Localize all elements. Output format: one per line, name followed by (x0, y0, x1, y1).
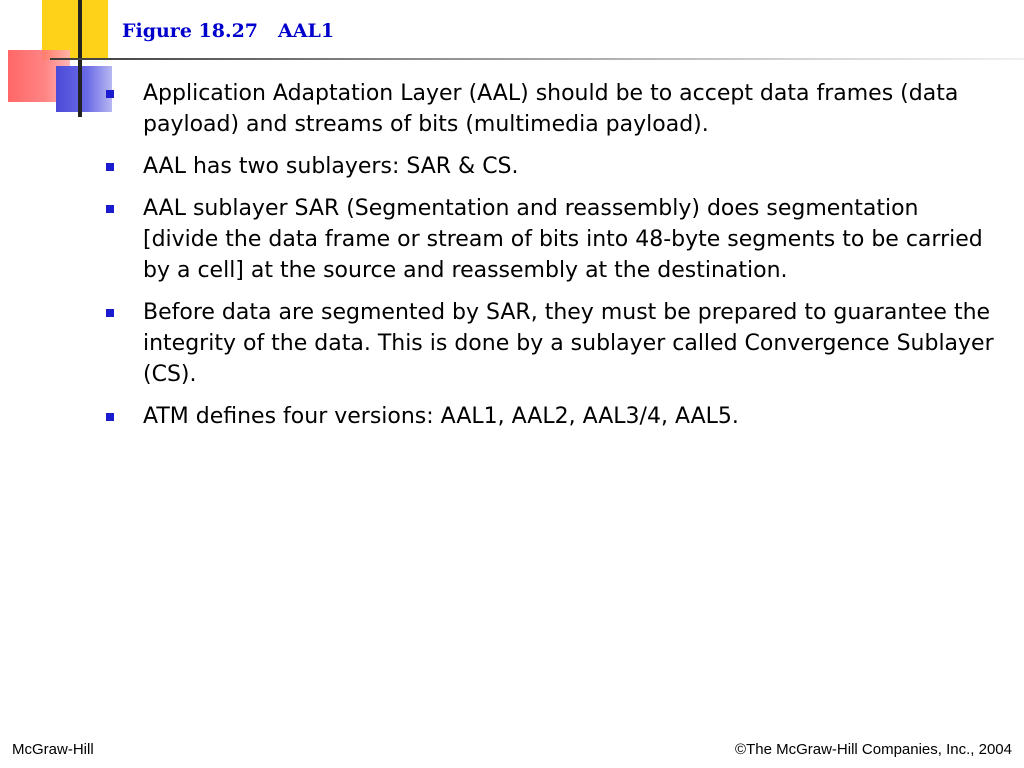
footer-publisher: McGraw-Hill (12, 741, 94, 758)
bullet-text: AAL has two sublayers: SAR & CS. (143, 154, 519, 179)
square-bullet-icon (106, 90, 114, 98)
bullet-list (104, 78, 994, 443)
title-underline-rule (50, 58, 1024, 60)
slide-title (122, 20, 334, 42)
square-bullet-icon (106, 205, 114, 213)
footer-copyright: ©The McGraw-Hill Companies, Inc., 2004 (735, 741, 1012, 758)
bullet-text: ATM defines four versions: AAL1, AAL2, AAL3/4, AAL5. (143, 404, 739, 429)
square-bullet-icon (106, 413, 114, 421)
bullet-item (104, 297, 994, 390)
figure-label: Figure 18.27 (122, 20, 259, 42)
bullet-item (104, 401, 994, 432)
square-bullet-icon (106, 309, 114, 317)
bullet-item (104, 78, 994, 140)
bullet-text: Before data are segmented by SAR, they must be prepared to guarantee the integrity of the data. This is done by a sublayer called Convergence Sublayer (CS). (143, 300, 994, 387)
bullet-text: AAL sublayer SAR (Segmentation and reassembly) does segmentation [divide the data frame or stream of bits into 48-byte segments to be carried by a cell] at the source and reassembly at the destination. (143, 196, 983, 283)
title-text: AAL1 (278, 20, 335, 42)
bullet-text: Application Adaptation Layer (AAL) should be to accept data frames (data payload) and streams of bits (multimedia payload). (143, 81, 959, 137)
square-bullet-icon (106, 163, 114, 171)
bullet-item (104, 193, 994, 286)
bullet-item (104, 151, 994, 182)
